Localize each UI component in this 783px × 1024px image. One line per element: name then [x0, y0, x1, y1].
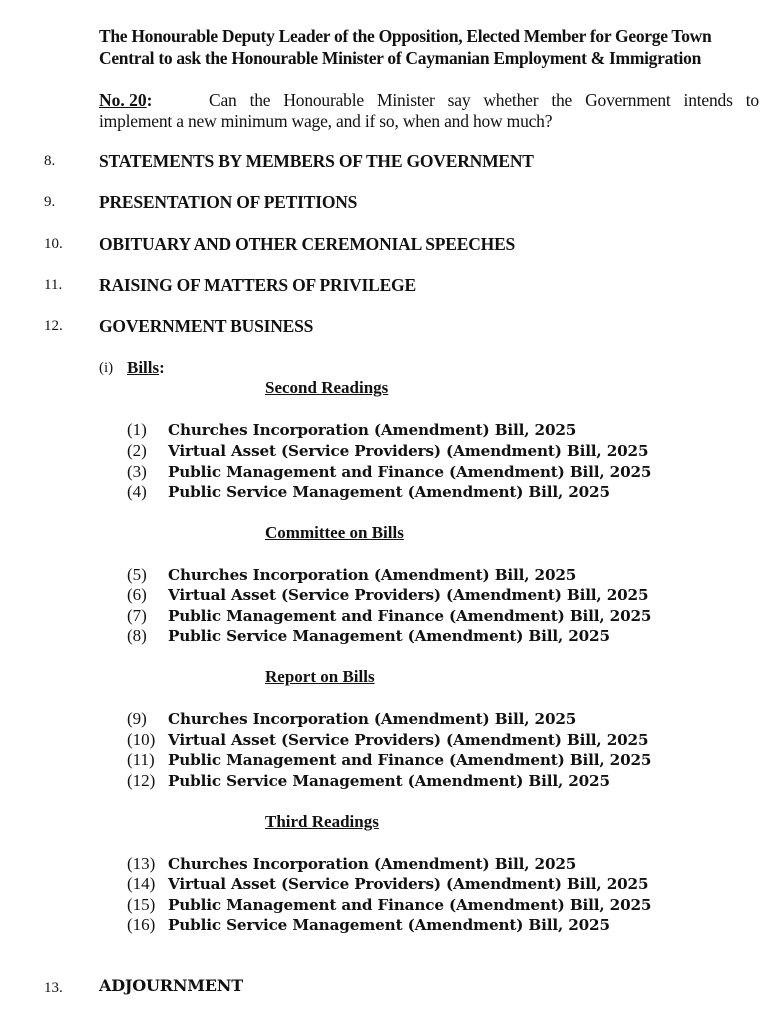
- question-word: Honourable: [283, 90, 364, 110]
- section-number-11: 11.: [44, 277, 63, 293]
- bills-label-colon: :: [159, 358, 165, 377]
- bill-number: (6): [127, 585, 147, 604]
- bill-title: Virtual Asset (Service Providers) (Amendment) Bill, 2025: [168, 586, 649, 604]
- bill-number: (4): [127, 482, 147, 501]
- bill-title: Public Service Management (Amendment) Bill, 2025: [168, 772, 610, 790]
- bill-number: (10): [127, 730, 156, 749]
- section-number-13: 13.: [44, 980, 63, 996]
- bill-title: Public Management and Finance (Amendment) Bill, 2025: [168, 463, 652, 481]
- bill-title: Churches Incorporation (Amendment) Bill, 2025: [168, 566, 577, 584]
- bill-title: Churches Incorporation (Amendment) Bill, 2025: [168, 421, 577, 439]
- question-word: the: [249, 90, 271, 110]
- bill-title: Churches Incorporation (Amendment) Bill, 2025: [168, 710, 577, 728]
- stage-heading-third-readings: Third Readings: [265, 812, 379, 831]
- question-text-line-2: implement a new minimum wage, and if so, when and how much?: [99, 111, 553, 131]
- bill-title: Public Service Management (Amendment) Bill, 2025: [168, 627, 610, 645]
- bill-title: Virtual Asset (Service Providers) (Amendment) Bill, 2025: [168, 731, 649, 749]
- bill-title: Public Management and Finance (Amendment) Bill, 2025: [168, 896, 652, 914]
- question-word: to: [745, 90, 759, 110]
- question-asker-line-1: The Honourable Deputy Leader of the Opposition, Elected Member for George Town: [99, 26, 712, 46]
- bill-number: (13): [127, 854, 156, 873]
- bill-title: Public Service Management (Amendment) Bill, 2025: [168, 483, 610, 501]
- section-title-12: GOVERNMENT BUSINESS: [99, 316, 314, 336]
- bill-title: Virtual Asset (Service Providers) (Amendment) Bill, 2025: [168, 442, 649, 460]
- bill-number: (11): [127, 750, 155, 769]
- question-number-label: [99, 90, 152, 111]
- question-text-line-1: [209, 90, 759, 111]
- section-number-12: 12.: [44, 318, 63, 334]
- bill-number: (5): [127, 565, 147, 584]
- bill-number: (8): [127, 626, 147, 645]
- bill-number: (9): [127, 709, 147, 728]
- stage-heading-report-on-bills: Report on Bills: [265, 667, 375, 686]
- bill-number: (16): [127, 915, 156, 934]
- question-number: No. 20: [99, 90, 147, 110]
- question-word: Minister: [376, 90, 435, 110]
- bill-number: (12): [127, 771, 156, 790]
- section-title-13: ADJOURNMENT: [99, 976, 243, 995]
- section-number-10: 10.: [44, 236, 63, 252]
- bill-number: (14): [127, 874, 156, 893]
- section-title-11: RAISING OF MATTERS OF PRIVILEGE: [99, 275, 416, 295]
- question-word: the: [551, 90, 573, 110]
- question-word: intends: [683, 90, 733, 110]
- question-word: Government: [585, 90, 671, 110]
- section-title-8: STATEMENTS BY MEMBERS OF THE GOVERNMENT: [99, 151, 534, 171]
- bill-title: Public Management and Finance (Amendment) Bill, 2025: [168, 751, 652, 769]
- bills-label: [127, 358, 165, 378]
- section-title-10: OBITUARY AND OTHER CEREMONIAL SPEECHES: [99, 234, 516, 254]
- bill-number: (7): [127, 606, 147, 625]
- question-number-colon: :: [146, 90, 153, 110]
- section-number-9: 9.: [44, 194, 56, 210]
- bill-number: (15): [127, 895, 156, 914]
- bill-number: (1): [127, 420, 147, 439]
- bills-label-text: Bills: [127, 358, 160, 377]
- question-word: whether: [483, 90, 539, 110]
- bill-title: Virtual Asset (Service Providers) (Amendment) Bill, 2025: [168, 875, 649, 893]
- bill-number: (3): [127, 462, 147, 481]
- section-title-9: PRESENTATION OF PETITIONS: [99, 192, 358, 212]
- subsection-label: (i): [99, 360, 114, 376]
- question-word: say: [447, 90, 471, 110]
- stage-heading-second-readings: Second Readings: [265, 378, 389, 397]
- bill-title: Churches Incorporation (Amendment) Bill, 2025: [168, 855, 577, 873]
- section-number-8: 8.: [44, 153, 56, 169]
- question-word: Can: [209, 90, 237, 110]
- question-asker-line-2: Central to ask the Honourable Minister of Caymanian Employment & Immigration: [99, 48, 701, 68]
- stage-heading-committee-on-bills: Committee on Bills: [265, 523, 404, 542]
- bill-number: (2): [127, 441, 147, 460]
- bill-title: Public Service Management (Amendment) Bill, 2025: [168, 916, 610, 934]
- bill-title: Public Management and Finance (Amendment) Bill, 2025: [168, 607, 652, 625]
